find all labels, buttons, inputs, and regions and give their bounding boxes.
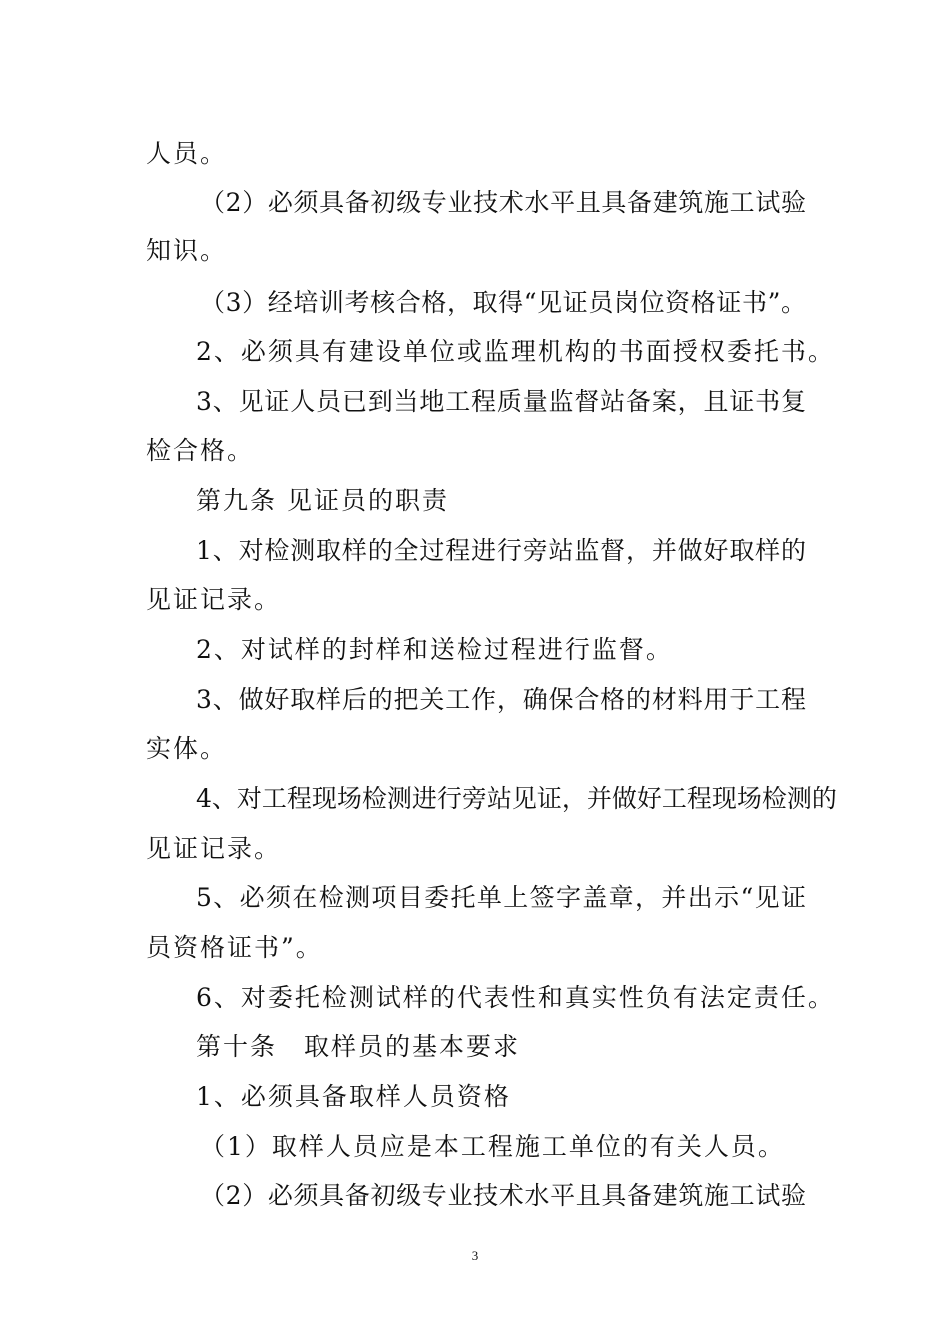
text-line-13: 实体。 bbox=[146, 734, 228, 763]
text-line-20: 1、必须具备取样人员资格 bbox=[196, 1082, 511, 1111]
page-number: 3 bbox=[471, 1248, 479, 1263]
text-line-5: 2、必须具有建设单位或监理机构的书面授权委托书。 bbox=[196, 337, 835, 366]
text-line-3: 知识。 bbox=[146, 236, 228, 265]
text-line-9: 1、对检测取样的全过程进行旁站监督，并做好取样的 bbox=[196, 536, 806, 565]
text-line-10: 见证记录。 bbox=[146, 585, 282, 614]
text-line-1: 人员。 bbox=[146, 139, 228, 168]
text-line-21: （1）取样人员应是本工程施工单位的有关人员。 bbox=[200, 1132, 785, 1161]
section-heading-article-10: 第十条 取样员的基本要求 bbox=[196, 1032, 521, 1061]
text-line-11: 2、对试样的封样和送检过程进行监督。 bbox=[196, 635, 673, 664]
text-line-4: （3）经培训考核合格，取得“见证员岗位资格证书”。 bbox=[200, 288, 806, 317]
text-line-18: 6、对委托检测试样的代表性和真实性负有法定责任。 bbox=[196, 983, 835, 1012]
text-line-7: 检合格。 bbox=[146, 436, 255, 465]
text-line-15: 见证记录。 bbox=[146, 834, 282, 863]
text-line-2: （2）必须具备初级专业技术水平且具备建筑施工试验 bbox=[200, 188, 806, 217]
text-line-17: 员资格证书”。 bbox=[146, 933, 323, 962]
text-line-6: 3、见证人员已到当地工程质量监督站备案，且证书复 bbox=[196, 387, 806, 416]
text-line-12: 3、做好取样后的把关工作，确保合格的材料用于工程 bbox=[196, 685, 806, 714]
text-line-16: 5、必须在检测项目委托单上签字盖章，并出示“见证 bbox=[196, 883, 806, 912]
text-line-14: 4、对工程现场检测进行旁站见证，并做好工程现场检测的 bbox=[196, 784, 837, 813]
section-heading-article-9: 第九条 见证员的职责 bbox=[196, 486, 449, 515]
text-line-22: （2）必须具备初级专业技术水平且具备建筑施工试验 bbox=[200, 1181, 806, 1210]
